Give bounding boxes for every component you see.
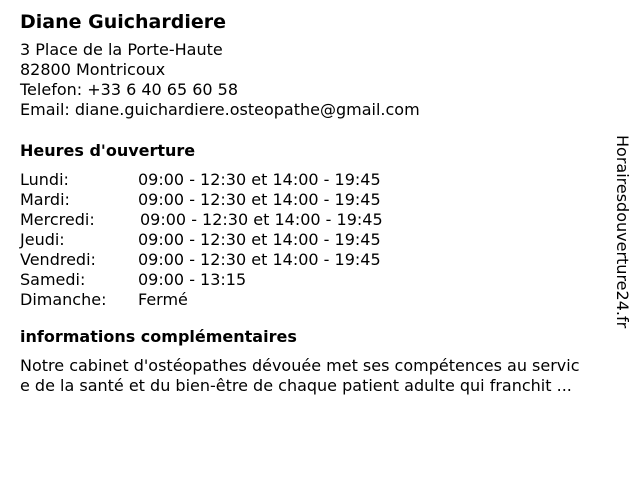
hours-row-thursday — [20, 230, 620, 250]
day-label: Dimanche: — [20, 290, 107, 309]
day-label: Jeudi: — [20, 230, 65, 249]
business-name: Diane Guichardiere — [20, 11, 227, 33]
email-line: Email: diane.guichardiere.osteopathe@gmail.com — [20, 100, 420, 119]
hours-row-tuesday — [20, 190, 620, 210]
day-label: Mercredi: — [20, 210, 95, 229]
hours-value: 09:00 - 12:30 et 14:00 - 19:45 — [140, 210, 383, 229]
site-watermark: Horairesdouverture24.fr — [613, 135, 632, 329]
hours-row-sunday — [20, 290, 620, 310]
hours-value: 09:00 - 12:30 et 14:00 - 19:45 — [138, 190, 381, 209]
address-line-1: 3 Place de la Porte-Haute — [20, 40, 223, 59]
hours-value: 09:00 - 12:30 et 14:00 - 19:45 — [138, 230, 381, 249]
hours-value: Fermé — [138, 290, 188, 309]
hours-value: 09:00 - 13:15 — [138, 270, 247, 289]
hours-row-friday — [20, 250, 620, 270]
info-description — [20, 356, 618, 396]
hours-row-saturday — [20, 270, 620, 290]
day-label: Mardi: — [20, 190, 70, 209]
info-line-1: Notre cabinet d'ostéopathes dévouée met ses compétences au servic — [20, 356, 580, 375]
hours-table — [20, 170, 620, 310]
info-heading: informations complémentaires — [20, 327, 297, 346]
day-label: Vendredi: — [20, 250, 96, 269]
phone-line: Telefon: +33 6 40 65 60 58 — [20, 80, 239, 99]
address-line-2: 82800 Montricoux — [20, 60, 166, 79]
hours-row-monday — [20, 170, 620, 190]
hours-value: 09:00 - 12:30 et 14:00 - 19:45 — [138, 250, 381, 269]
day-label: Samedi: — [20, 270, 86, 289]
info-line-2: e de la santé et du bien-être de chaque patient adulte qui franchit ... — [20, 376, 572, 395]
hours-value: 09:00 - 12:30 et 14:00 - 19:45 — [138, 170, 381, 189]
business-card — [20, 10, 620, 396]
hours-heading: Heures d'ouverture — [20, 141, 196, 160]
day-label: Lundi: — [20, 170, 69, 189]
hours-row-wednesday — [20, 210, 620, 230]
